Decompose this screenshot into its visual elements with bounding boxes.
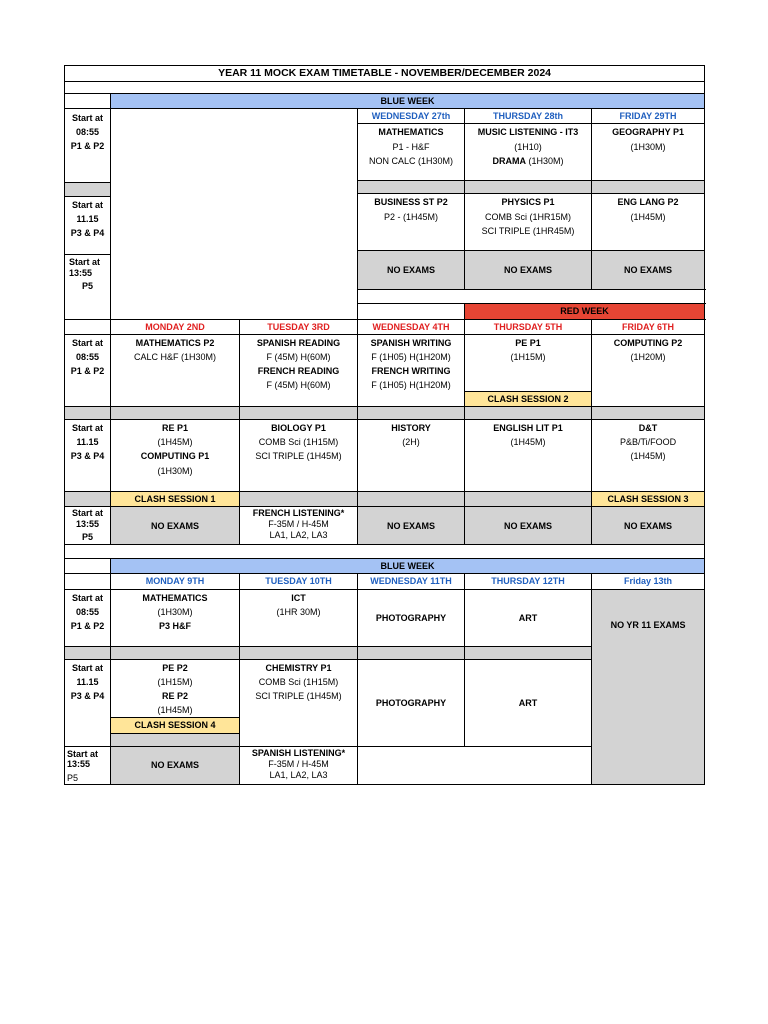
exam-cell: MATHEMATICS (1H30M) P3 H&F	[111, 589, 240, 646]
slot-label-p5: Start at 13:55 P5	[65, 746, 111, 784]
exam-cell: ART	[465, 659, 592, 746]
no-exams-cell: NO EXAMS	[111, 746, 240, 784]
day-header: WEDNESDAY 4TH	[358, 319, 465, 334]
day-header: TUESDAY 3RD	[240, 319, 358, 334]
clash-session-badge: CLASH SESSION 4	[111, 717, 239, 732]
exam-cell: ICT (1HR 30M)	[240, 589, 358, 646]
exam-cell: PE P2 (1H15M) RE P2 (1H45M) CLASH SESSION 4	[111, 659, 240, 733]
slot-label-p34: Start at 11.15 P3 & P4	[65, 659, 111, 746]
exam-cell: BUSINESS ST P2 P2 - (1H45M)	[358, 194, 465, 251]
timetable-grid	[64, 65, 705, 785]
exam-cell: PHOTOGRAPHY	[358, 659, 465, 746]
day-header: THURSDAY 12TH	[465, 574, 592, 589]
exam-cell: MATHEMATICS P2 CALC H&F (1H30M)	[111, 334, 240, 406]
exam-cell: ENGLISH LIT P1 (1H45M)	[465, 420, 592, 492]
clash-session-badge: CLASH SESSION 3	[592, 492, 705, 507]
spacer	[358, 290, 705, 304]
slot-label-p5: Start at 13:55 P5	[65, 507, 111, 545]
day-header: FRIDAY 6TH	[592, 319, 705, 334]
no-exams-cell: NO EXAMS	[592, 251, 705, 290]
timetable	[64, 65, 704, 785]
no-exams-cell: NO EXAMS	[358, 507, 465, 545]
exam-cell: RE P1 (1H45M) COMPUTING P1 (1H30M)	[111, 420, 240, 492]
day-header: MONDAY 9TH	[111, 574, 240, 589]
day-header: TUESDAY 10TH	[240, 574, 358, 589]
day-header: WEDNESDAY 11TH	[358, 574, 465, 589]
no-exams-cell: NO EXAMS	[111, 507, 240, 545]
day-header: FRIDAY 29TH	[592, 109, 705, 124]
slot-label-p12: Start at 08:55 P1 & P2	[65, 334, 111, 406]
empty-area	[111, 109, 358, 319]
exam-cell: GEOGRAPHY P1 (1H30M)	[592, 124, 705, 181]
exam-cell: SPANISH LISTENING* F-35M / H-45M LA1, LA2, LA3	[240, 746, 358, 784]
day-header: MONDAY 2ND	[111, 319, 240, 334]
week-header-blue: BLUE WEEK	[111, 94, 705, 109]
exam-cell: FRENCH LISTENING* F-35M / H-45M LA1, LA2, LA3	[240, 507, 358, 545]
no-exams-cell: NO EXAMS	[592, 507, 705, 545]
clash-session-badge: CLASH SESSION 1	[111, 492, 240, 507]
slot-label-p12: Start at 08:55 P1 & P2	[65, 589, 111, 646]
week-header-red: RED WEEK	[465, 304, 705, 319]
exam-cell: PHOTOGRAPHY	[358, 589, 465, 646]
slot-label-p34: Start at 11.15 P3 & P4	[65, 420, 111, 492]
exam-cell: HISTORY (2H)	[358, 420, 465, 492]
exam-cell: COMPUTING P2 (1H20M)	[592, 334, 705, 406]
week-header-blue: BLUE WEEK	[111, 559, 705, 574]
exam-cell: ENG LANG P2 (1H45M)	[592, 194, 705, 251]
spacer	[65, 545, 705, 559]
exam-cell: CHEMISTRY P1 COMB Sci (1H15M) SCI TRIPLE (1H45M)	[240, 659, 358, 746]
exam-cell: BIOLOGY P1 COMB Sci (1H15M) SCI TRIPLE (1H45M)	[240, 420, 358, 492]
clash-session-badge: CLASH SESSION 2	[465, 391, 592, 406]
day-header: THURSDAY 28th	[465, 109, 592, 124]
exam-cell: D&T P&B/Ti/FOOD (1H45M)	[592, 420, 705, 492]
no-exams-cell: NO EXAMS	[465, 507, 592, 545]
exam-cell: ART	[465, 589, 592, 646]
no-exams-cell: NO EXAMS	[465, 251, 592, 290]
page-title: YEAR 11 MOCK EXAM TIMETABLE - NOVEMBER/DECEMBER 2024	[65, 66, 705, 82]
day-header: Friday 13th	[592, 574, 705, 589]
spacer	[65, 82, 705, 94]
day-header: WEDNESDAY 27th	[358, 109, 465, 124]
no-exams-cell: NO EXAMS	[358, 251, 465, 290]
exam-cell: SPANISH READING F (45M) H(60M) FRENCH READING F (45M) H(60M)	[240, 334, 358, 406]
slot-label-p12: Start at 08:55 P1 & P2 Start at 11.15 P3 & P4 Start at 13:55 P5	[65, 109, 111, 319]
exam-cell: PE P1 (1H15M)	[465, 334, 592, 391]
day-header: THURSDAY 5TH	[465, 319, 592, 334]
no-exams-cell: NO YR 11 EXAMS	[592, 589, 705, 784]
exam-cell: MATHEMATICS P1 - H&F NON CALC (1H30M)	[358, 124, 465, 181]
exam-cell: MUSIC LISTENING - IT3 (1H10) DRAMA (1H30M)	[465, 124, 592, 181]
exam-cell: SPANISH WRITING F (1H05) H(1H20M) FRENCH WRITING F (1H05) H(1H20M)	[358, 334, 465, 406]
exam-cell: PHYSICS P1 COMB Sci (1HR15M) SCI TRIPLE (1HR45M)	[465, 194, 592, 251]
